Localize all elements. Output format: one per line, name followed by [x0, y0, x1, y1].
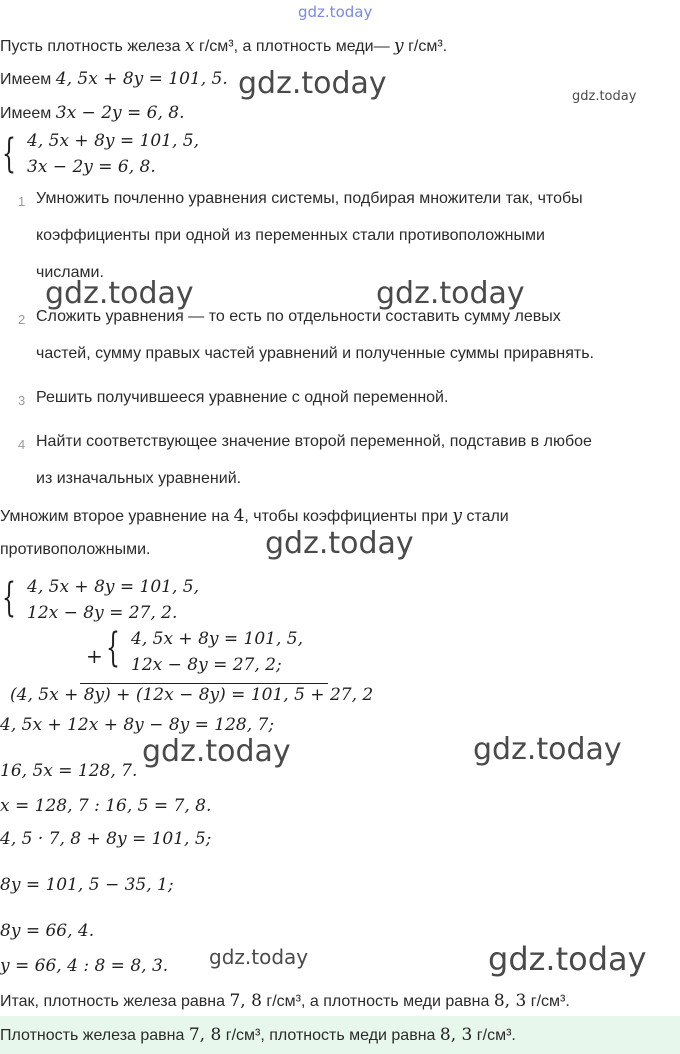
calc-line: 16, 5x = 128, 7. [0, 761, 138, 781]
watermark: gdz.today [488, 940, 647, 978]
multiply-line-2: противоположными. [0, 541, 151, 558]
calc-line: 8y = 66, 4. [0, 921, 95, 941]
watermark: gdz.today [376, 276, 525, 311]
calc-line: y = 66, 4 : 8 = 8, 3. [0, 956, 169, 976]
system1-row1: 4, 5x + 8y = 101, 5, [27, 131, 200, 151]
system2-row2: 12x − 8y = 27, 2. [27, 603, 178, 623]
system-brace: { [2, 575, 16, 621]
step-number: 3 [18, 393, 26, 408]
step-text: Сложить уравнения — то есть по отдельности составить сумму левых [36, 308, 561, 325]
calc-line: 4, 5 · 7, 8 + 8y = 101, 5; [0, 829, 212, 849]
calc-line: 4, 5x + 12x + 8y − 8y = 128, 7; [0, 715, 275, 735]
equation-1-line: Имеем 4, 5x + 8y = 101, 5. [0, 69, 228, 89]
system1-row2: 3x − 2y = 6, 8. [27, 157, 156, 177]
sum-line [80, 683, 328, 684]
multiply-line: Умножим второе уравнение на 4, чтобы коэффициенты при y стали [0, 506, 509, 526]
watermark: gdz.today [238, 66, 387, 101]
system2-row1: 4, 5x + 8y = 101, 5, [27, 577, 200, 597]
step-text: Решить получившееся уравнение с одной переменной. [36, 389, 449, 406]
watermark: gdz.today [265, 526, 414, 561]
conclusion-line: Итак, плотность железа равна 7, 8 г/см³, а плотность меди равна 8, 3 г/см³. [0, 991, 570, 1011]
answer-line: Плотность железа равна 7, 8 г/см³, плотность меди равна 8, 3 г/см³. [0, 1025, 516, 1045]
watermark: gdz.today [572, 89, 637, 104]
watermark-top: gdz.today [298, 3, 373, 21]
step-text: Найти соответствующее значение второй переменной, подставив в любое [36, 433, 592, 450]
plus-sign: + [86, 644, 103, 668]
system3-row1: 4, 5x + 8y = 101, 5, [131, 629, 304, 649]
watermark: gdz.today [473, 732, 622, 767]
step-text: из изначальных уравнений. [36, 470, 242, 487]
system3-row2: 12x − 8y = 27, 2; [131, 655, 282, 675]
step-text: Умножить почленно уравнения системы, подбирая множители так, чтобы [36, 190, 583, 207]
system-brace: { [2, 131, 16, 177]
watermark: gdz.today [209, 945, 309, 969]
calc-line: 8y = 101, 5 − 35, 1; [0, 875, 174, 895]
watermark: gdz.today [142, 734, 291, 769]
step-text: числами. [36, 264, 104, 281]
step-number: 1 [18, 194, 26, 209]
system-brace: { [106, 625, 120, 671]
calc-line: x = 128, 7 : 16, 5 = 7, 8. [0, 796, 212, 816]
step-text: частей, сумму правых частей уравнений и полученные суммы приравнять. [36, 345, 594, 362]
step-number: 2 [18, 312, 26, 327]
watermark: gdz.today [45, 276, 194, 311]
intro-line: Пусть плотность железа x г/см³, а плотность меди— y г/см³. [0, 36, 448, 56]
step-text: коэффициенты при одной из переменных стали противоположными [36, 227, 545, 244]
step-number: 4 [18, 437, 26, 452]
calc-line: (4, 5x + 8y) + (12x − 8y) = 101, 5 + 27, 2 [10, 685, 374, 705]
equation-2-line: Имеем 3x − 2y = 6, 8. [0, 103, 185, 123]
